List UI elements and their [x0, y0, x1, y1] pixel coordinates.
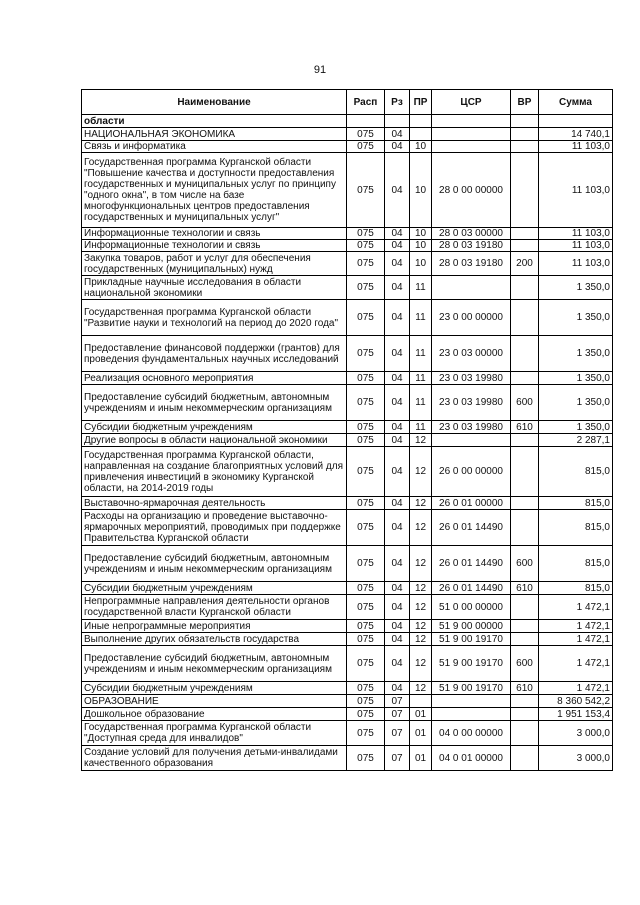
cell-rz: 04	[385, 276, 410, 300]
cell-sum: 8 360 542,2	[539, 695, 613, 708]
cell-csr	[432, 141, 511, 153]
cell-csr: 26 0 00 00000	[432, 447, 511, 497]
cell-vr	[511, 128, 539, 141]
table-row	[82, 620, 613, 633]
cell-vr	[511, 620, 539, 633]
cell-name: Предоставление субсидий бюджетным, автономным учреждениям и иным некоммерческим организациям	[82, 646, 347, 682]
cell-vr	[511, 746, 539, 771]
cell-rz: 07	[385, 721, 410, 746]
cell-sum: 11 103,0	[539, 252, 613, 276]
cell-vr: 600	[511, 385, 539, 421]
table-row	[82, 141, 613, 153]
cell-rasp: 075	[347, 708, 385, 721]
cell-sum: 815,0	[539, 497, 613, 510]
cell-sum: 11 103,0	[539, 153, 613, 228]
cell-rz: 04	[385, 546, 410, 582]
cell-csr: 23 0 03 19980	[432, 385, 511, 421]
table-row	[82, 595, 613, 620]
table-row	[82, 646, 613, 682]
cell-rasp: 075	[347, 447, 385, 497]
cell-rz: 04	[385, 582, 410, 595]
cell-rasp: 075	[347, 336, 385, 372]
cell-sum: 1 350,0	[539, 300, 613, 336]
cell-rasp: 075	[347, 646, 385, 682]
cell-sum: 1 350,0	[539, 421, 613, 434]
header-rasp: Расп	[347, 90, 385, 115]
header-sum: Сумма	[539, 90, 613, 115]
cell-vr	[511, 708, 539, 721]
table-row	[82, 695, 613, 708]
header-rz: Рз	[385, 90, 410, 115]
cell-sum: 1 350,0	[539, 385, 613, 421]
cell-vr: 610	[511, 582, 539, 595]
cell-pr: 12	[410, 646, 432, 682]
cell-name: Закупка товаров, работ и услуг для обеспечения государственных (муниципальных) нужд	[82, 252, 347, 276]
cell-rz: 04	[385, 228, 410, 240]
cell-sum: 11 103,0	[539, 141, 613, 153]
cell-rasp: 075	[347, 721, 385, 746]
cell-rz: 04	[385, 372, 410, 385]
cell-name: Предоставление субсидий бюджетным, автономным учреждениям и иным некоммерческим организациям	[82, 546, 347, 582]
cell-vr	[511, 372, 539, 385]
cell-sum: 2 287,1	[539, 434, 613, 447]
cell-pr: 01	[410, 746, 432, 771]
table-row	[82, 240, 613, 252]
table-row	[82, 115, 613, 128]
cell-name: Субсидии бюджетным учреждениям	[82, 421, 347, 434]
cell-name: ОБРАЗОВАНИЕ	[82, 695, 347, 708]
cell-rz: 04	[385, 510, 410, 546]
cell-name: Иные непрограммные мероприятия	[82, 620, 347, 633]
cell-vr	[511, 434, 539, 447]
cell-name: Информационные технологии и связь	[82, 228, 347, 240]
cell-vr	[511, 153, 539, 228]
cell-rz: 04	[385, 633, 410, 646]
cell-pr: 10	[410, 252, 432, 276]
table-row	[82, 128, 613, 141]
cell-vr	[511, 721, 539, 746]
cell-sum: 3 000,0	[539, 746, 613, 771]
cell-pr: 10	[410, 141, 432, 153]
cell-csr: 51 0 00 00000	[432, 595, 511, 620]
cell-rasp	[347, 115, 385, 128]
cell-pr: 10	[410, 240, 432, 252]
cell-rasp: 075	[347, 633, 385, 646]
cell-name: Прикладные научные исследования в области национальной экономики	[82, 276, 347, 300]
table-row	[82, 276, 613, 300]
cell-rasp: 075	[347, 595, 385, 620]
cell-sum: 1 472,1	[539, 682, 613, 695]
cell-name: Государственная программа Курганской области "Развитие науки и технологий на период до 2020 года"	[82, 300, 347, 336]
cell-pr: 12	[410, 510, 432, 546]
cell-sum: 815,0	[539, 546, 613, 582]
table-row	[82, 228, 613, 240]
cell-name: Выполнение других обязательств государства	[82, 633, 347, 646]
cell-csr: 04 0 01 00000	[432, 746, 511, 771]
cell-sum: 11 103,0	[539, 240, 613, 252]
cell-csr: 51 9 00 19170	[432, 646, 511, 682]
cell-name: Субсидии бюджетным учреждениям	[82, 582, 347, 595]
cell-sum: 815,0	[539, 582, 613, 595]
cell-pr: 10	[410, 228, 432, 240]
cell-rz: 07	[385, 708, 410, 721]
table-row	[82, 721, 613, 746]
table-row	[82, 421, 613, 434]
table-row	[82, 682, 613, 695]
cell-sum: 1 472,1	[539, 620, 613, 633]
table-row	[82, 336, 613, 372]
cell-name: Выставочно-ярмарочная деятельность	[82, 497, 347, 510]
budget-table	[81, 89, 613, 771]
cell-pr: 11	[410, 372, 432, 385]
cell-rz: 04	[385, 128, 410, 141]
table-row	[82, 582, 613, 595]
cell-csr	[432, 115, 511, 128]
cell-rasp: 075	[347, 153, 385, 228]
cell-pr	[410, 695, 432, 708]
cell-rasp: 075	[347, 421, 385, 434]
cell-rasp: 075	[347, 128, 385, 141]
cell-name: Непрограммные направления деятельности органов государственной власти Курганской области	[82, 595, 347, 620]
cell-rasp: 075	[347, 682, 385, 695]
cell-rz: 04	[385, 595, 410, 620]
table-row	[82, 447, 613, 497]
cell-csr: 28 0 03 19180	[432, 252, 511, 276]
cell-rz: 04	[385, 141, 410, 153]
cell-sum: 1 472,1	[539, 646, 613, 682]
table-row	[82, 252, 613, 276]
cell-pr: 12	[410, 633, 432, 646]
cell-vr	[511, 497, 539, 510]
cell-rz: 07	[385, 695, 410, 708]
cell-rasp: 075	[347, 620, 385, 633]
cell-name: Государственная программа Курганской области "Повышение качества и доступности предоставления государственных и муниципальных услуг по принципу "одного окна", в том числе на базе многофункциональных центров предоставления государственных и муниципальных услуг"	[82, 153, 347, 228]
cell-vr	[511, 240, 539, 252]
cell-rasp: 075	[347, 582, 385, 595]
table-row	[82, 746, 613, 771]
cell-csr: 28 0 00 00000	[432, 153, 511, 228]
cell-rz: 07	[385, 746, 410, 771]
cell-vr: 200	[511, 252, 539, 276]
cell-pr	[410, 128, 432, 141]
cell-sum: 815,0	[539, 447, 613, 497]
cell-name: Связь и информатика	[82, 141, 347, 153]
header-csr: ЦСР	[432, 90, 511, 115]
cell-name: Государственная программа Курганской области, направленная на создание благоприятных условий для привлечения инвестиций в экономику Курганской области, на 2014-2019 годы	[82, 447, 347, 497]
cell-name: Субсидии бюджетным учреждениям	[82, 682, 347, 695]
cell-pr: 11	[410, 276, 432, 300]
cell-csr: 28 0 03 19180	[432, 240, 511, 252]
cell-rz: 04	[385, 153, 410, 228]
cell-sum: 14 740,1	[539, 128, 613, 141]
cell-rz: 04	[385, 447, 410, 497]
cell-rz: 04	[385, 240, 410, 252]
cell-rz: 04	[385, 300, 410, 336]
cell-csr	[432, 708, 511, 721]
cell-vr	[511, 447, 539, 497]
cell-vr	[511, 276, 539, 300]
cell-rz	[385, 115, 410, 128]
cell-pr: 11	[410, 385, 432, 421]
cell-rasp: 075	[347, 252, 385, 276]
cell-vr	[511, 510, 539, 546]
cell-sum: 1 472,1	[539, 595, 613, 620]
cell-sum: 1 350,0	[539, 372, 613, 385]
cell-rz: 04	[385, 336, 410, 372]
cell-rasp: 075	[347, 510, 385, 546]
cell-rz: 04	[385, 434, 410, 447]
cell-pr: 11	[410, 300, 432, 336]
cell-name: Расходы на организацию и проведение выставочно-ярмарочных мероприятий, проводимых при поддержке Правительства Курганской области	[82, 510, 347, 546]
cell-csr: 23 0 03 19980	[432, 372, 511, 385]
cell-name: Предоставление субсидий бюджетным, автономным учреждениям и иным некоммерческим организациям	[82, 385, 347, 421]
cell-vr: 610	[511, 682, 539, 695]
cell-rasp: 075	[347, 497, 385, 510]
table-row	[82, 434, 613, 447]
cell-vr	[511, 228, 539, 240]
cell-csr: 51 9 00 19170	[432, 633, 511, 646]
cell-csr: 23 0 03 00000	[432, 336, 511, 372]
page-number: 91	[313, 64, 327, 76]
cell-vr: 600	[511, 646, 539, 682]
cell-rz: 04	[385, 620, 410, 633]
cell-rasp: 075	[347, 141, 385, 153]
cell-pr: 12	[410, 497, 432, 510]
cell-csr	[432, 128, 511, 141]
table-row	[82, 153, 613, 228]
cell-sum: 1 350,0	[539, 336, 613, 372]
cell-csr: 51 9 00 00000	[432, 620, 511, 633]
cell-pr: 12	[410, 682, 432, 695]
cell-name: Информационные технологии и связь	[82, 240, 347, 252]
cell-name: Реализация основного мероприятия	[82, 372, 347, 385]
cell-rz: 04	[385, 682, 410, 695]
cell-vr	[511, 695, 539, 708]
table-row	[82, 546, 613, 582]
cell-csr: 28 0 03 00000	[432, 228, 511, 240]
cell-sum	[539, 115, 613, 128]
cell-vr: 600	[511, 546, 539, 582]
cell-csr: 23 0 03 19980	[432, 421, 511, 434]
header-vr: ВР	[511, 90, 539, 115]
cell-name: НАЦИОНАЛЬНАЯ ЭКОНОМИКА	[82, 128, 347, 141]
table-row	[82, 708, 613, 721]
cell-vr: 610	[511, 421, 539, 434]
cell-name: Другие вопросы в области национальной экономики	[82, 434, 347, 447]
cell-csr: 26 0 01 14490	[432, 546, 511, 582]
cell-name: Государственная программа Курганской области "Доступная среда для инвалидов"	[82, 721, 347, 746]
cell-rasp: 075	[347, 240, 385, 252]
cell-rz: 04	[385, 646, 410, 682]
cell-pr: 01	[410, 708, 432, 721]
cell-pr: 11	[410, 421, 432, 434]
cell-pr: 12	[410, 447, 432, 497]
cell-pr: 10	[410, 153, 432, 228]
cell-pr: 12	[410, 582, 432, 595]
cell-name: Предоставление финансовой поддержки (грантов) для проведения фундаментальных научных исследований	[82, 336, 347, 372]
cell-pr: 12	[410, 546, 432, 582]
table-row	[82, 385, 613, 421]
cell-rz: 04	[385, 252, 410, 276]
table-row	[82, 372, 613, 385]
cell-sum: 815,0	[539, 510, 613, 546]
cell-rz: 04	[385, 385, 410, 421]
cell-rasp: 075	[347, 385, 385, 421]
cell-pr: 12	[410, 434, 432, 447]
cell-rz: 04	[385, 421, 410, 434]
cell-csr: 04 0 00 00000	[432, 721, 511, 746]
cell-csr: 26 0 01 14490	[432, 582, 511, 595]
cell-sum: 3 000,0	[539, 721, 613, 746]
cell-name: Дошкольное образование	[82, 708, 347, 721]
cell-pr: 12	[410, 620, 432, 633]
cell-csr	[432, 276, 511, 300]
cell-sum: 11 103,0	[539, 228, 613, 240]
cell-csr: 26 0 01 00000	[432, 497, 511, 510]
cell-pr: 12	[410, 595, 432, 620]
table-row	[82, 633, 613, 646]
cell-name: области	[82, 115, 347, 128]
cell-vr	[511, 141, 539, 153]
cell-rasp: 075	[347, 546, 385, 582]
cell-rasp: 075	[347, 276, 385, 300]
table-header-row	[82, 90, 613, 115]
cell-pr: 01	[410, 721, 432, 746]
cell-csr	[432, 695, 511, 708]
cell-sum: 1 350,0	[539, 276, 613, 300]
table-row	[82, 510, 613, 546]
cell-rasp: 075	[347, 434, 385, 447]
cell-rasp: 075	[347, 228, 385, 240]
cell-pr	[410, 115, 432, 128]
cell-rz: 04	[385, 497, 410, 510]
cell-rasp: 075	[347, 372, 385, 385]
cell-rasp: 075	[347, 300, 385, 336]
cell-rasp: 075	[347, 746, 385, 771]
header-pr: ПР	[410, 90, 432, 115]
cell-csr	[432, 434, 511, 447]
cell-csr: 51 9 00 19170	[432, 682, 511, 695]
table-row	[82, 497, 613, 510]
cell-vr	[511, 595, 539, 620]
cell-csr: 23 0 00 00000	[432, 300, 511, 336]
cell-name: Создание условий для получения детьми-инвалидами качественного образования	[82, 746, 347, 771]
cell-sum: 1 951 153,4	[539, 708, 613, 721]
cell-csr: 26 0 01 14490	[432, 510, 511, 546]
cell-vr	[511, 300, 539, 336]
cell-vr	[511, 336, 539, 372]
table-row	[82, 300, 613, 336]
header-name: Наименование	[82, 90, 347, 115]
cell-pr: 11	[410, 336, 432, 372]
cell-rasp: 075	[347, 695, 385, 708]
cell-sum: 1 472,1	[539, 633, 613, 646]
cell-vr	[511, 115, 539, 128]
cell-vr	[511, 633, 539, 646]
